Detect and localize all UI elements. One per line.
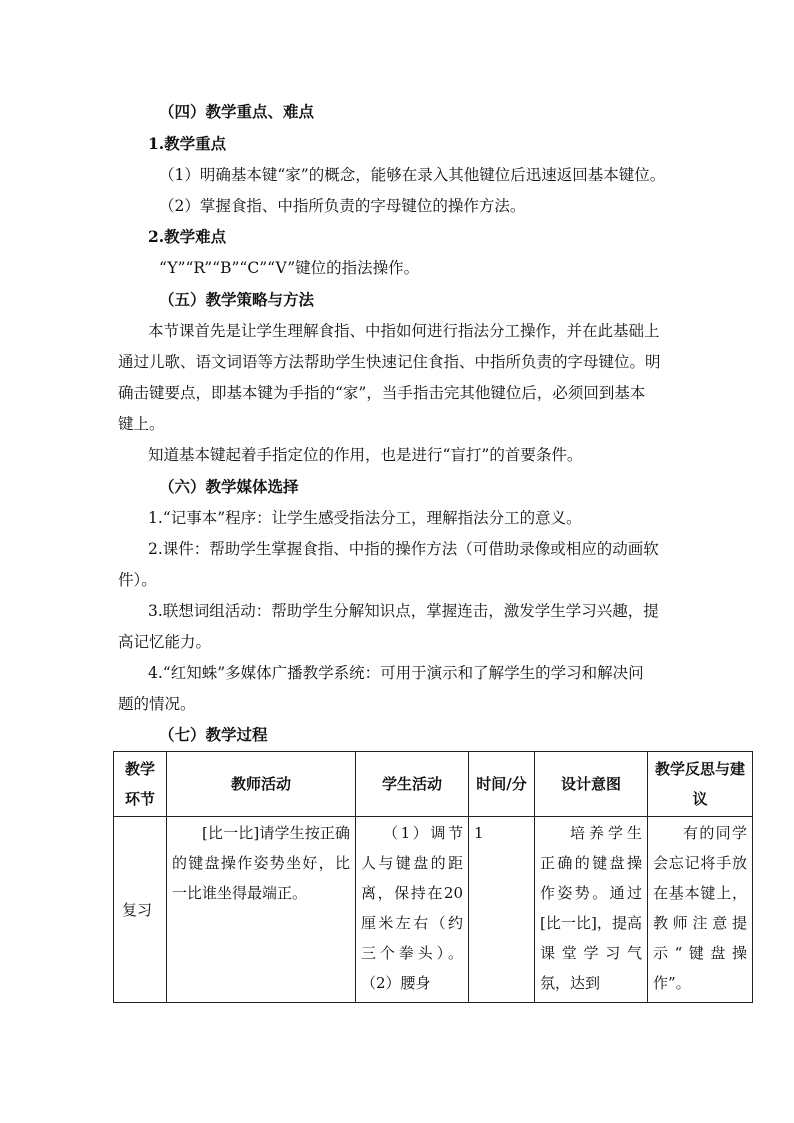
strategy-para-2: 知道基本键起着手指定位的作用，也是进行“盲打”的首要条件。 [148, 446, 583, 464]
media-item-4-cont: 题的情况。 [118, 695, 196, 713]
section-7-heading: （七）教学过程 [159, 725, 268, 744]
cell-student [356, 817, 469, 1003]
media-item-3-cont: 高记忆能力。 [118, 633, 212, 651]
cell-teacher [167, 817, 356, 1003]
header-label: 设计意图 [560, 775, 621, 793]
table-row [114, 817, 753, 1003]
header-student-activity [356, 752, 469, 817]
section-4-heading: （四）教学重点、难点 [159, 102, 315, 121]
subheading-key-points: 1.教学重点 [148, 134, 227, 153]
media-item-3: 3.联想词组活动：帮助学生分解知识点，掌握连击，激发学生学习兴趣，提 [148, 602, 659, 620]
cell-time [469, 817, 535, 1003]
cell-text: [比一比]请学生按正确的键盘操作姿势坐好，比一比谁坐得最端正。 [172, 824, 350, 902]
table-header-row [114, 752, 753, 817]
header-label: 时间/分 [476, 775, 527, 793]
section-5-heading: （五）教学策略与方法 [159, 290, 315, 309]
difficult-point-1: “Y”“R”“B”“C”“V”键位的指法操作。 [159, 259, 420, 277]
header-teacher-activity [167, 752, 356, 817]
cell-text: 复习 [122, 900, 153, 919]
header-time [469, 752, 535, 817]
strategy-para-line: 确击键要点，即基本键为手指的“家”，当手指击完其他键位后，必须回到基本 [118, 384, 646, 402]
header-label: 教学反思与建议 [654, 760, 745, 808]
header-label: 教学环节 [124, 760, 155, 808]
section-6-heading: （六）教学媒体选择 [159, 477, 299, 496]
teaching-process-table [113, 751, 753, 1003]
media-item-2-cont: 件）。 [118, 571, 157, 589]
header-label: 教师活动 [230, 775, 291, 793]
key-point-1: （1）明确基本键“家”的概念，能够在录入其他键位后迅速返回基本键位。 [159, 166, 666, 184]
cell-text: 培养学生正确的键盘操作姿势。通过[比一比]，提高课堂学习气氛，达到 [540, 824, 642, 992]
subheading-difficult-points: 2.教学难点 [148, 227, 227, 246]
cell-text: 1 [474, 824, 484, 842]
cell-design [535, 817, 648, 1003]
strategy-para-line: 本节课首先是让学生理解食指、中指如何进行指法分工操作，并在此基础上 [148, 322, 660, 340]
cell-stage [114, 817, 167, 1003]
header-stage [114, 752, 167, 817]
media-item-2: 2.课件：帮助学生掌握食指、中指的操作方法（可借助录像或相应的动画软 [148, 540, 659, 558]
header-design-intent [535, 752, 648, 817]
media-item-4: 4.“红知蛛”多媒体广播教学系统：可用于演示和了解学生的学习和解决问 [148, 664, 644, 682]
header-reflection [648, 752, 753, 817]
cell-text: （1）调节人与键盘的距离，保持在20厘米左右（约三个拳头）。（2）腰身 [361, 824, 463, 992]
key-point-2: （2）掌握食指、中指所负责的字母键位的操作方法。 [159, 197, 526, 215]
strategy-para-line: 键上。 [118, 415, 165, 433]
strategy-para-line: 通过儿歌、语文词语等方法帮助学生快速记住食指、中指所负责的字母键位。明 [118, 353, 661, 371]
cell-text: 有的同学会忘记将手放在基本键上，教师注意提示“键盘操作”。 [653, 824, 747, 992]
cell-reflection [648, 817, 753, 1003]
header-label: 学生活动 [381, 775, 442, 793]
media-item-1: 1.“记事本”程序：让学生感受指法分工，理解指法分工的意义。 [148, 509, 582, 527]
